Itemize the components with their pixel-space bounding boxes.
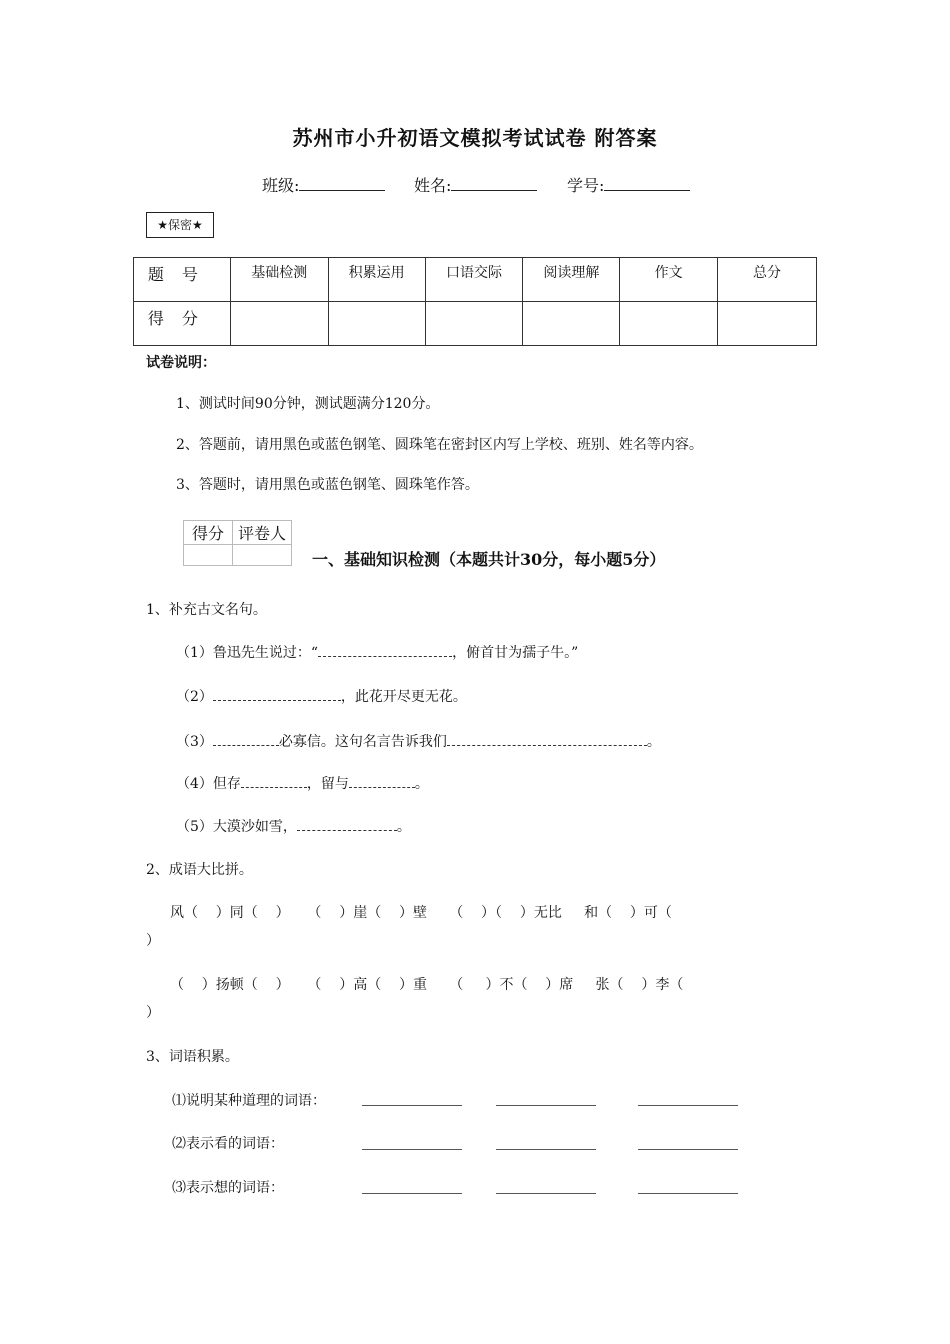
answer-blank[interactable] bbox=[638, 1148, 738, 1150]
score-table-header-cell: 阅读理解 bbox=[523, 258, 620, 302]
class-blank[interactable] bbox=[299, 176, 385, 191]
instruction-item: 1、测试时间90分钟，测试题满分120分。 bbox=[176, 396, 440, 412]
score-table-header-cell: 作文 bbox=[620, 258, 718, 302]
item-text: ，俯首甘为孺子牛。” bbox=[452, 645, 579, 661]
answer-blank[interactable] bbox=[362, 1192, 462, 1194]
score-table-header-cell: 积累运用 bbox=[328, 258, 425, 302]
item-text: 必寡信。这句名言告诉我们 bbox=[278, 734, 447, 750]
score-cell[interactable] bbox=[718, 302, 817, 346]
item-text: （5）大漠沙如雪， bbox=[176, 819, 297, 835]
answer-blank[interactable] bbox=[297, 816, 397, 831]
question-3-item-3: ⑶表示想的词语： bbox=[172, 1180, 284, 1196]
answer-blank[interactable] bbox=[496, 1192, 596, 1194]
name-label: 姓名: bbox=[414, 176, 452, 195]
answer-blank[interactable] bbox=[213, 686, 341, 701]
class-label: 班级: bbox=[262, 176, 300, 195]
question-1-item-4 bbox=[176, 773, 429, 793]
idiom-line-1: 风（ ）同（ ） （ ）崖（ ）壁 （ ）（ ）无比 和（ ）可（ bbox=[170, 905, 672, 921]
student-id-label: 学号: bbox=[567, 176, 605, 195]
idiom-line-2: （ ）扬顿（ ） （ ）高（ ）重 （ ）不（ ）席 张（ ）李（ bbox=[170, 977, 684, 993]
answer-blank[interactable] bbox=[496, 1104, 596, 1106]
answer-blank[interactable] bbox=[638, 1104, 738, 1106]
item-text: （1）鲁迅先生说过：“ bbox=[176, 645, 319, 661]
grader-score-cell[interactable] bbox=[184, 545, 233, 566]
student-id-blank[interactable] bbox=[604, 176, 690, 191]
score-table-header-cell: 总分 bbox=[718, 258, 817, 302]
item-text: 。 bbox=[646, 734, 661, 750]
item-text: 。 bbox=[396, 819, 411, 835]
answer-blank[interactable] bbox=[362, 1104, 462, 1106]
score-cell[interactable] bbox=[230, 302, 328, 346]
question-1-item-2 bbox=[176, 686, 467, 706]
score-table-score-row bbox=[134, 302, 817, 346]
score-cell[interactable] bbox=[620, 302, 718, 346]
question-1-title: 1、补充古文名句。 bbox=[146, 602, 267, 618]
instructions-heading: 试卷说明： bbox=[146, 355, 216, 371]
question-1-item-3 bbox=[176, 731, 661, 751]
question-3-item-1: ⑴说明某种道理的词语： bbox=[172, 1093, 326, 1109]
question-3-item-2: ⑵表示看的词语： bbox=[172, 1136, 284, 1152]
answer-blank[interactable] bbox=[213, 731, 279, 746]
question-1-item-1 bbox=[176, 642, 578, 662]
name-field bbox=[414, 173, 537, 196]
score-cell[interactable] bbox=[523, 302, 620, 346]
question-3-title: 3、词语积累。 bbox=[146, 1049, 239, 1065]
class-field bbox=[262, 173, 385, 196]
instruction-item: 3、答题时，请用黑色或蓝色钢笔、圆珠笔作答。 bbox=[176, 477, 479, 493]
idiom-line-2-wrap: ） bbox=[146, 1005, 160, 1021]
score-cell[interactable] bbox=[328, 302, 425, 346]
answer-blank[interactable] bbox=[447, 731, 647, 746]
idiom-line-1-wrap: ） bbox=[146, 933, 160, 949]
answer-blank[interactable] bbox=[638, 1192, 738, 1194]
item-text: （3） bbox=[176, 734, 213, 750]
score-row-label: 得分 bbox=[134, 302, 231, 346]
item-text: ，留与 bbox=[306, 776, 349, 792]
score-cell[interactable] bbox=[425, 302, 523, 346]
answer-blank[interactable] bbox=[318, 642, 452, 657]
grader-box bbox=[183, 520, 292, 566]
answer-blank[interactable] bbox=[241, 773, 307, 788]
score-table-header-cell: 题号 bbox=[134, 258, 231, 302]
answer-blank[interactable] bbox=[362, 1148, 462, 1150]
item-text: （4）但存 bbox=[176, 776, 241, 792]
item-text: （2） bbox=[176, 689, 213, 705]
item-text: ，此花开尽更无花。 bbox=[340, 689, 467, 705]
score-table bbox=[133, 257, 817, 346]
grader-name-label: 评卷人 bbox=[233, 521, 292, 545]
page-title: 苏州市小升初语文模拟考试试卷 附答案 bbox=[292, 126, 658, 150]
section-1-title: 一、基础知识检测（本题共计30分，每小题5分） bbox=[312, 550, 666, 569]
score-table-header-cell: 基础检测 bbox=[230, 258, 328, 302]
student-id-field bbox=[567, 173, 690, 196]
question-2-title: 2、成语大比拼。 bbox=[146, 862, 253, 878]
confidential-badge: ★保密★ bbox=[146, 212, 214, 238]
grader-name-cell[interactable] bbox=[233, 545, 292, 566]
answer-blank[interactable] bbox=[349, 773, 415, 788]
question-1-item-5 bbox=[176, 816, 411, 836]
item-text: 。 bbox=[414, 776, 429, 792]
score-table-header-row bbox=[134, 258, 817, 302]
name-blank[interactable] bbox=[451, 176, 537, 191]
score-table-header-cell: 口语交际 bbox=[425, 258, 523, 302]
instruction-item: 2、答题前，请用黑色或蓝色钢笔、圆珠笔在密封区内写上学校、班别、姓名等内容。 bbox=[176, 437, 703, 453]
answer-blank[interactable] bbox=[496, 1148, 596, 1150]
grader-score-label: 得分 bbox=[184, 521, 233, 545]
